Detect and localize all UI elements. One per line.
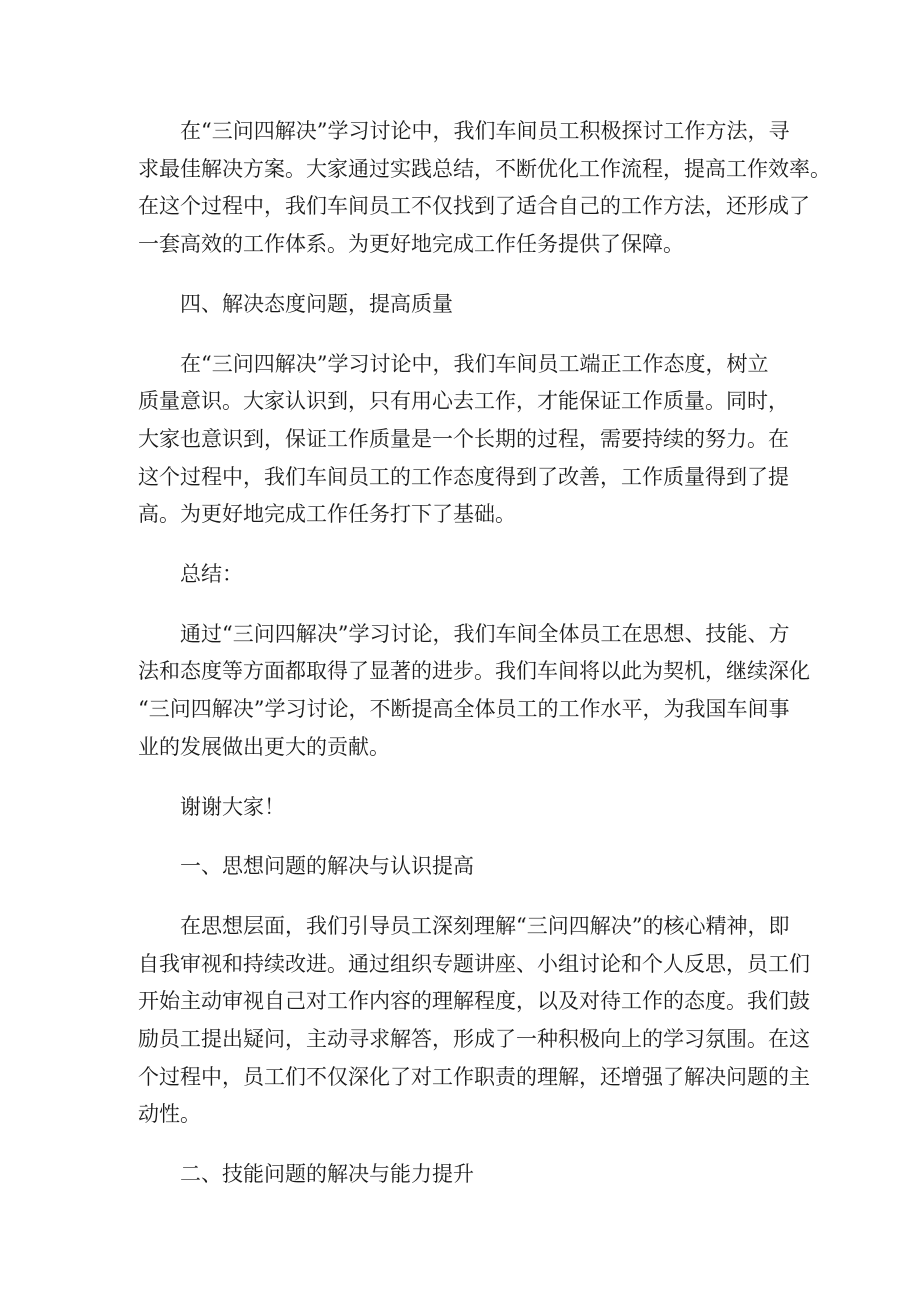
text-line: 在这个过程中，我们车间员工不仅找到了适合自己的工作方法，还形成了 — [138, 194, 810, 219]
paragraph-work-methods — [138, 113, 831, 264]
text-line: 大家也意识到，保证工作质量是一个长期的过程，需要持续的努力。在 — [138, 426, 789, 451]
text-line: 在思想层面，我们引导员工深刻理解“三问四解决”的核心精神，即 — [180, 913, 790, 938]
text-line: 动性。 — [138, 1102, 201, 1127]
text-line: 业的发展做出更大的贡献。 — [138, 734, 390, 759]
paragraph-thinking — [138, 908, 810, 1134]
text-line: “三问四解决”学习讨论，不断提高全体员工的工作水平，为我国车间事 — [138, 697, 790, 722]
section-heading-thinking: 一、思想问题的解决与认识提高 — [180, 854, 474, 879]
text-line: 励员工提出疑问，主动寻求解答，形成了一种积极向上的学习氛围。在这 — [138, 1027, 810, 1052]
document-body — [138, 113, 831, 1216]
text-line: 在“三问四解决”学习讨论中，我们车间员工积极探讨工作方法，寻 — [180, 119, 790, 143]
closing-thanks: 谢谢大家！ — [180, 794, 285, 819]
text-line: 通过“三问四解决”学习讨论，我们车间全体员工在思想、技能、方 — [180, 621, 790, 646]
section-heading-skills: 二、技能问题的解决与能力提升 — [180, 1162, 474, 1187]
section-heading-attitude: 四、解决态度问题，提高质量 — [180, 291, 453, 316]
paragraph-summary — [138, 616, 810, 767]
section-heading-summary: 总结： — [180, 562, 243, 587]
text-line: 开始主动审视自己对工作内容的理解程度，以及对待工作的态度。我们鼓 — [138, 989, 810, 1014]
text-line: 在“三问四解决”学习讨论中，我们车间员工端正工作态度，树立 — [180, 351, 769, 376]
text-line: 高。为更好地完成工作任务打下了基础。 — [138, 502, 516, 527]
text-line: 这个过程中，我们车间员工的工作态度得到了改善，工作质量得到了提 — [138, 464, 789, 489]
text-line: 一套高效的工作体系。为更好地完成工作任务提供了保障。 — [138, 232, 684, 257]
text-line: 法和态度等方面都取得了显著的进步。我们车间将以此为契机，继续深化 — [138, 659, 810, 684]
paragraph-attitude — [138, 346, 788, 535]
text-line: 质量意识。大家认识到，只有用心去工作，才能保证工作质量。同时， — [138, 389, 789, 414]
text-line: 自我审视和持续改进。通过组织专题讲座、小组讨论和个人反思，员工们 — [138, 951, 810, 976]
text-line: 求最佳解决方案。大家通过实践总结，不断优化工作流程，提高工作效率。 — [138, 156, 831, 181]
text-line: 个过程中，员工们不仅深化了对工作职责的理解，还增强了解决问题的主 — [138, 1064, 810, 1089]
